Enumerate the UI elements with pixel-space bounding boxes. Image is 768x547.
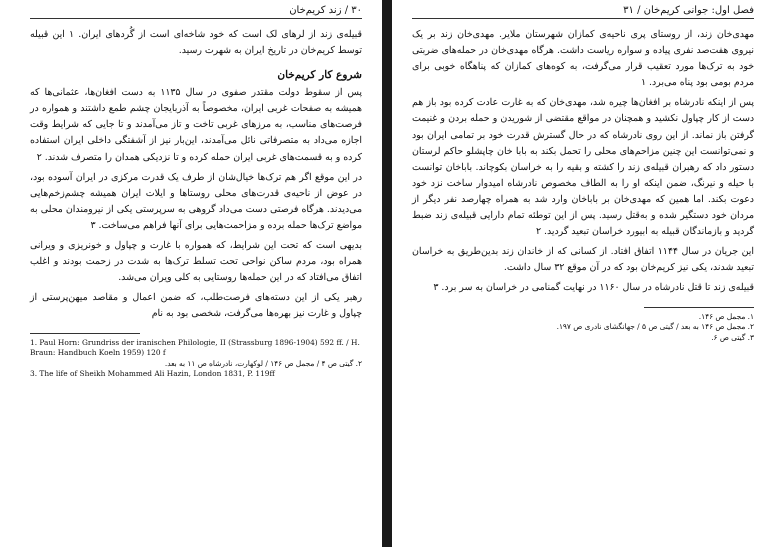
- right-page-header: فصل اول: جوانی کریم‌خان / ۳۱: [412, 4, 754, 19]
- left-page-header: ۳۰ / زند کریم‌خان: [30, 4, 362, 19]
- right-paragraph-2: پس از اینکه نادرشاه بر افغان‌ها چیره شد، مهدی‌خان که به غارت عادت کرده بود باز هم دست از کار چپاول نکشید و همچنان در مواقع مقتضی از شوریدن و حمله بردن و غنیمت گرفتن باز نماند. از این روی نادرشاه که در حال گسترش قدرت خود بر تمامی ایران بود و نمی‌توانست این چنین مزاحم‌های محلی را تحمل بکند به بابا خان چاپشلو حاکم لرستان دستور داد که رهبران قبیله‌ی زند را کشته و بقیه را به خراسان بکوچاند. باباخان توانست با حیله و نیرنگ، ضمن اینکه او را به الطاف مخصوص نادرشاه امیدوار ساخت نزد خود دعوت بکند. اما همین که مهدی‌خان بر باباخان وارد شد به همراه چهارصد نفر دیگر از مردان خود دستگیر شده و به‌قتل رسید. پس از این توطئه تمام دارایی قبیله‌ی زند ضبط گردید و بازماندگان قبیله به ابیورد خراسان تبعید گردید. ۲: [412, 97, 754, 238]
- section-heading: شروع کار کریم‌خان: [277, 69, 362, 82]
- right-paragraph-1: مهدی‌خان زند، از روستای پری ناحیه‌ی کمازان شهرستان ملایر. مهدی‌خان زند بر یک نیروی هفت‌صد نفری پیاده و سواره ریاست داشت. هرگاه مهدی‌خان در حمله‌های ضربتی خود به ترک‌ها مورد تعقیب قرار می‌گرفت، به کوه‌های کمازان که پناهگاه خوبی برای مردم بومی بود پناه می‌برد. ۱: [412, 29, 754, 89]
- left-paragraph-4: بدیهی است که تحت این شرایط، که همواره با غارت و چپاول و خونریزی و ویرانی همراه بود، مردم ساکن نواحی تحت تسلط ترک‌ها به شدت در زحمت بودند و اغلب اتفاق می‌افتاد که در این حمله‌ها روستایی به کلی ویران می‌شد.: [30, 240, 362, 284]
- right-footnote-rule: [644, 307, 754, 308]
- left-footnote-3: 3. The life of Sheikh Mohammed Ali Hazin, London 1831, P. 119ff: [30, 369, 275, 378]
- book-gutter: [382, 0, 392, 547]
- left-paragraph-3: در این موقع اگر هم ترک‌ها خیال‌شان از طرف یک قدرت مرکزی در ایران آسوده بود، در عوض از ناحیه‌ی قدرت‌های محلی روستاها و ایلات ایران همیشه چشم‌زخم‌هایی می‌دیدند. هرگاه فرصتی دست می‌داد گروهی به سرپرستی یکی از نیرومندان محلی به مواضع ترک‌ها حمله برده و مزاحمت‌هایی برای آنها فراهم می‌ساخت. ۳: [30, 171, 362, 231]
- right-paragraph-3: این جریان در سال ۱۱۴۴ اتفاق افتاد. از کسانی که از خاندان زند بدین‌طریق به خراسان تبعید شدند، یکی نیز کریم‌خان بود که در آن موقع ۳۲ سال داشت.: [412, 246, 754, 274]
- left-paragraph-1: قبیله‌ی زند از لرهای لک است که خود شاخه‌ای است از گُردهای ایران. ۱ این قبیله توسط کریم‌خان در تاریخ ایران به شهرت رسید.: [30, 29, 362, 57]
- left-footnote-2: ۲. گیتی ص ۴ / مجمل ص ۱۴۶ / لوکهارت، نادرشاه ص ۱۱ به بعد.: [164, 358, 362, 368]
- left-footnote-rule: [30, 333, 140, 334]
- right-footnote-1: ۱. مجمل ص ۱۴۶.: [698, 311, 754, 321]
- right-paragraph-4: قبیله‌ی زند تا قتل نادرشاه در سال ۱۱۶۰ در نهایت گمنامی در خراسان به سر برد. ۳: [433, 282, 754, 294]
- right-footnote-2: ۲. مجمل ص ۱۴۶ به بعد / گیتی ص ۵ / جهانگشای نادری ص ۱۹۷.: [556, 322, 754, 331]
- right-page: [392, 0, 768, 547]
- left-footnote-1: 1. Paul Horn: Grundriss der iranischen Philologie, II (Strassburg 1896-1904) 592 ff. / H. Braun: Handbuch Koeln 1959) 120 f: [30, 337, 360, 357]
- left-paragraph-5: رهبر یکی از این دسته‌های فرصت‌طلب، که ضمن اعمال و مقاصد میهن‌پرستی از چپاول و غارت نیز بهره‌ها می‌گرفت، شخصی بود به نام: [30, 292, 362, 320]
- right-footnote-3: ۳. گیتی ص ۶.: [711, 332, 754, 342]
- left-page: [0, 0, 382, 547]
- left-paragraph-2: پس از سقوط دولت مقتدر صفوی در سال ۱۱۳۵ به دست افغان‌ها، عثمانی‌ها که همیشه به صفحات غربی ایران، مخصوصاً به آذربایجان چشم طمع داشتند و همواره در فرصت‌های مناسب، به مرزهای غربی تاخت و تاز می‌آمدند و تا جایی که شرایط وقت اجازه می‌داد به متصرفاتی نائل می‌آمدند، این‌بار نیز از آشفتگی داخلی ایران استفاده کرده و به قسمت‌های غربی ایران حمله کرده و تا نزدیکی همدان را متصرف شدند. ۲: [30, 87, 362, 163]
